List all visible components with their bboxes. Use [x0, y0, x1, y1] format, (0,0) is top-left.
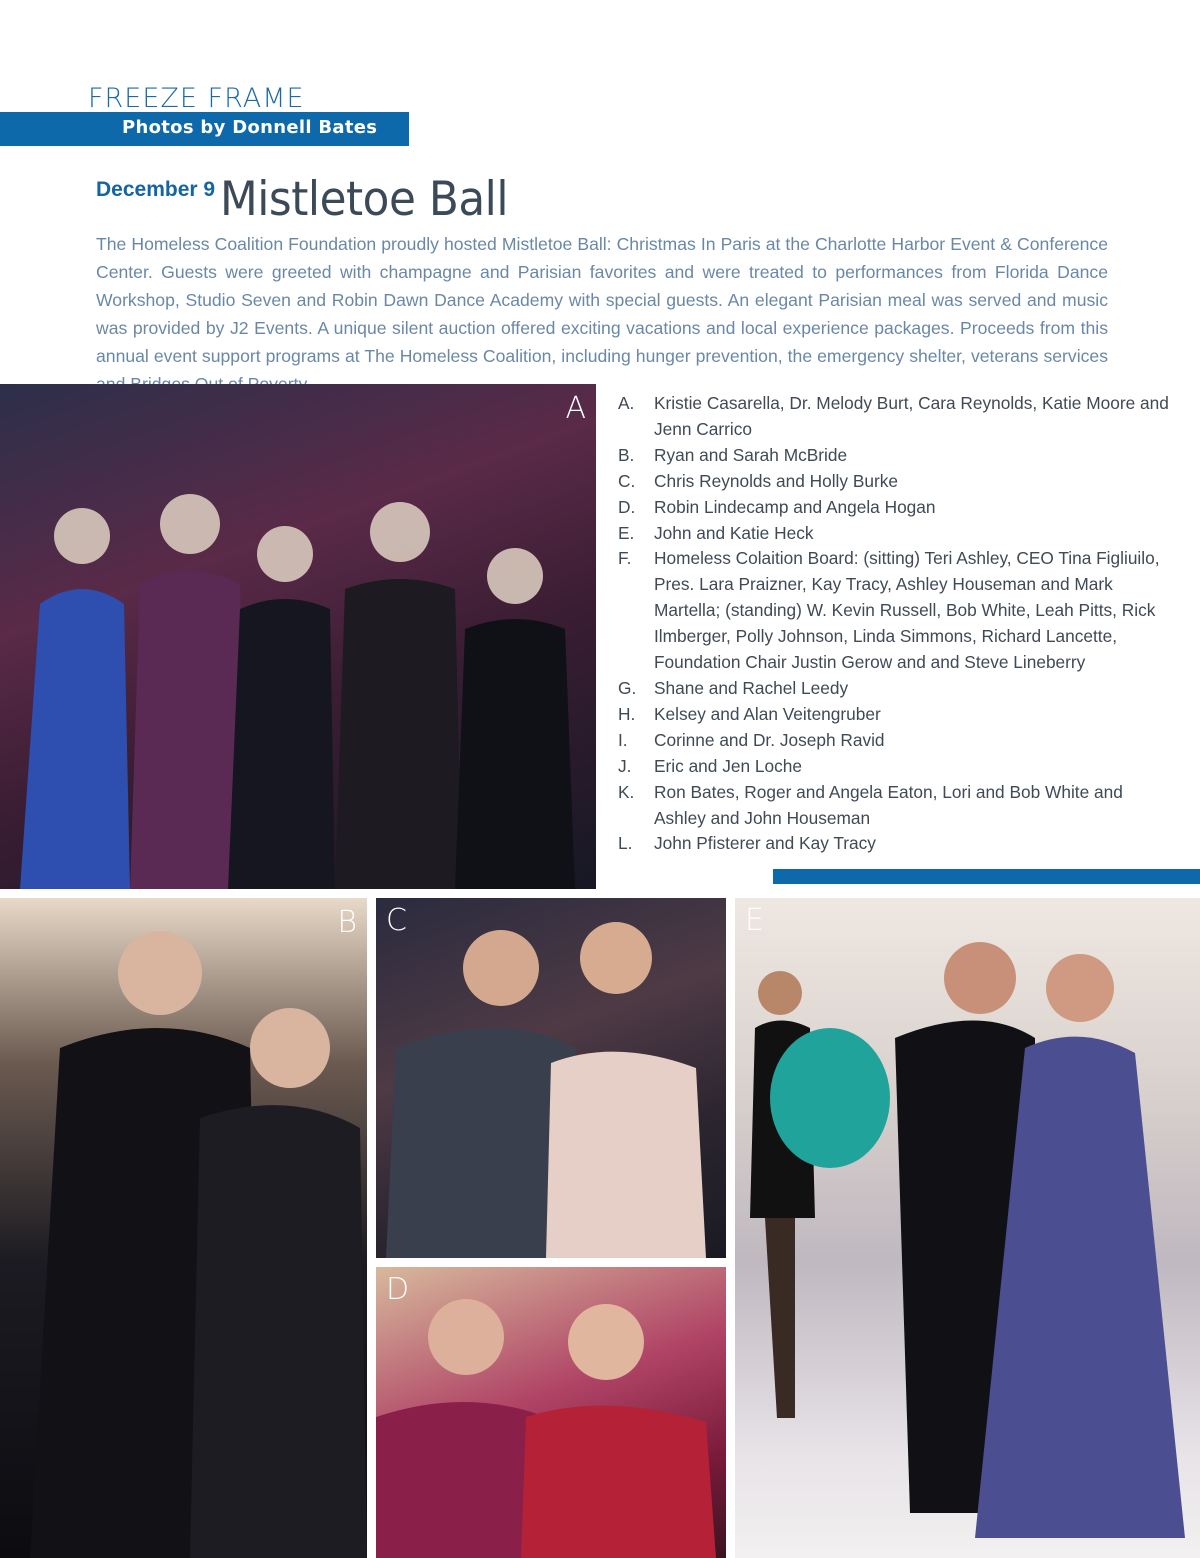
caption-item	[618, 391, 1178, 443]
caption-letter: H.	[618, 703, 636, 724]
caption-letter: B.	[618, 444, 635, 465]
photo-letter-e: E	[745, 903, 764, 938]
caption-letter: C.	[618, 470, 636, 491]
caption-item	[618, 676, 1178, 702]
caption-item	[618, 495, 1178, 521]
caption-item	[618, 831, 1178, 857]
photo-c	[376, 898, 726, 1258]
caption-letter: E.	[618, 522, 635, 543]
section-title: FREEZE FRAME	[88, 84, 305, 111]
caption-item	[618, 702, 1178, 728]
caption-item	[618, 754, 1178, 780]
caption-letter: F.	[618, 548, 632, 569]
caption-letter: A.	[618, 393, 635, 413]
photo-b	[0, 898, 367, 1558]
caption-text: John and Katie Heck	[654, 522, 814, 543]
caption-text: Eric and Jen Loche	[654, 755, 802, 776]
photo-letter-c: C	[386, 903, 407, 938]
caption-text: Corinne and Dr. Joseph Ravid	[654, 729, 885, 750]
caption-text: Kristie Casarella, Dr. Melody Burt, Cara Reynolds, Katie Moore and Jenn Carrico	[654, 393, 1169, 439]
couple-with-dancer-image	[735, 898, 1200, 1558]
photo-letter-a: A	[565, 391, 586, 426]
photo-letter-d: D	[386, 1272, 410, 1307]
photo-a	[0, 384, 596, 889]
couple-image	[376, 1267, 726, 1558]
caption-text: Shane and Rachel Leedy	[654, 677, 849, 698]
caption-letter: L.	[618, 833, 633, 854]
caption-letter: D.	[618, 496, 636, 517]
event-description: The Homeless Coalition Foundation proudly hosted Mistletoe Ball: Christmas In Paris at the Charlotte Harbor Event & Conference Center. Guests were greeted with champagne and Parisian favorites and were treated to performances from Florida Dance Workshop, Studio Seven and Robin Dawn Dance Academy with special guests. An elegant Parisian meal was served and music was provided by J2 Events. A unique silent auction offered exciting vacations and local experience packages. Proceeds from this annual event support programs at The Homeless Coalition, including hunger prevention, the emergency shelter, veterans services	[96, 234, 1108, 366]
caption-text: Homeless Colaition Board: (sitting) Teri Ashley, CEO Tina Figliuilo, Pres. Lara Praizner, Kay Tracy, Ashley Houseman and Mark Martella; (standing) W. Kevin Russell, Bob White, Leah Pitts, Rick Ilmberger, Polly Johnson, Linda Simmons, Richard Lancette, Foundation Chair Justin Gerow and and Steve Lineberry	[654, 548, 1160, 673]
divider-bar	[773, 869, 1200, 884]
caption-item	[618, 728, 1178, 754]
photo-credit: Photos by Donnell Bates	[122, 117, 378, 138]
caption-item	[618, 469, 1178, 495]
caption-item	[618, 521, 1178, 547]
group-of-women-image	[0, 384, 596, 889]
event-date: December 9	[96, 178, 216, 201]
caption-item	[618, 546, 1178, 676]
caption-list	[618, 391, 1178, 857]
caption-letter: J.	[618, 755, 632, 776]
caption-text: Robin Lindecamp and Angela Hogan	[654, 496, 936, 517]
couple-image	[376, 898, 726, 1258]
caption-letter: I.	[618, 729, 628, 750]
caption-text: Kelsey and Alan Veitengruber	[654, 703, 881, 724]
caption-text: Ron Bates, Roger and Angela Eaton, Lori and Bob White and Ashley and John Houseman	[654, 781, 1123, 828]
photo-letter-b: B	[337, 905, 357, 940]
caption-letter: K.	[618, 781, 635, 802]
photo-d	[376, 1267, 726, 1558]
caption-text: Chris Reynolds and Holly Burke	[654, 470, 898, 491]
photo-e	[735, 898, 1200, 1558]
couple-image	[0, 898, 367, 1558]
event-title: Mistletoe Ball	[220, 172, 509, 227]
caption-letter: G.	[618, 677, 637, 698]
caption-text: John Pfisterer and Kay Tracy	[654, 833, 876, 854]
caption-item	[618, 780, 1178, 832]
caption-text: Ryan and Sarah McBride	[654, 444, 848, 465]
caption-item	[618, 443, 1178, 469]
